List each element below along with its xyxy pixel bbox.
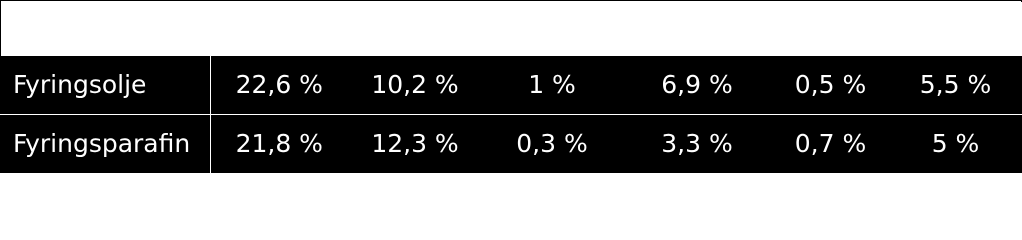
fuel-share-table xyxy=(0,56,1022,173)
table-cell: 6,9 % xyxy=(622,56,772,115)
table-cell: 0,5 % xyxy=(772,56,889,115)
row-label-fyringsparafin: Fyringsparafin xyxy=(0,115,210,174)
table-cell: 21,8 % xyxy=(235,129,323,158)
table-cell: 5,5 % xyxy=(889,56,1022,115)
table-cell: 22,6 % xyxy=(210,56,348,115)
table-cell: 3,3 % xyxy=(661,129,733,158)
table-cell: 0,7 % xyxy=(794,129,867,158)
row-label-fyringsolje: Fyringsolje xyxy=(0,56,210,115)
table-cell: 5 % xyxy=(931,129,980,158)
table-cell: 12,3 % xyxy=(371,129,459,158)
table-cell: 1 % xyxy=(482,56,622,115)
table-row xyxy=(0,115,1022,174)
table-row xyxy=(0,56,1022,115)
table-cell: 10,2 % xyxy=(348,56,482,115)
empty-header-area xyxy=(2,2,1022,56)
table-cell: 0,3 % xyxy=(516,129,588,158)
